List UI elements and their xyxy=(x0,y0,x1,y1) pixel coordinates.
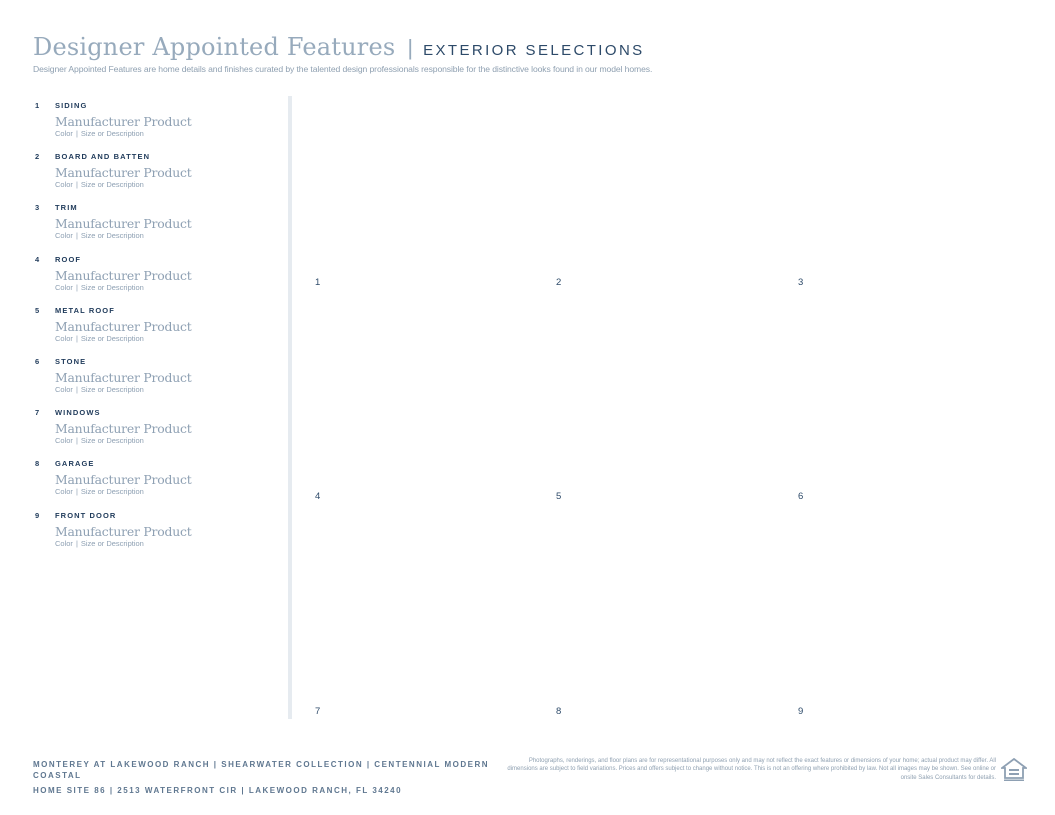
swatch-label-6: 6 xyxy=(798,491,804,502)
feature-number: 5 xyxy=(35,305,40,315)
page-subtitle: EXTERIOR SELECTIONS xyxy=(423,42,645,59)
feature-list xyxy=(35,100,285,561)
feature-name: ROOF xyxy=(55,254,82,264)
feature-color: Color xyxy=(55,282,73,292)
feature-product: Manufacturer Product xyxy=(55,267,192,283)
feature-product: Manufacturer Product xyxy=(55,165,192,181)
disclaimer-text: Photographs, renderings, and floor plans are for representational purposes only and may not reflect the exact features or dimensions of your home; actual product may differ. All dimensions are subject to field variations. Prices and offers subject to change without notice. This is not an offering where prohibited by law. Not all images may be shown. See online or onsite Sales Consultants for details. xyxy=(507,758,996,781)
feature-size: Size or Description xyxy=(80,231,144,241)
feature-name: TRIM xyxy=(55,203,78,213)
meta-separator: | xyxy=(75,384,78,394)
feature-meta xyxy=(55,436,285,445)
feature-size: Size or Description xyxy=(80,538,144,548)
equal-housing-opportunity-icon xyxy=(1001,758,1027,782)
feature-color: Color xyxy=(55,333,73,343)
feature-size: Size or Description xyxy=(80,333,144,343)
feature-meta xyxy=(55,283,285,292)
feature-number: 8 xyxy=(35,459,40,469)
feature-meta xyxy=(55,334,285,343)
feature-number: 6 xyxy=(35,356,40,366)
swatch-label-8: 8 xyxy=(556,706,562,717)
feature-item xyxy=(35,356,285,407)
feature-number: 9 xyxy=(35,510,40,520)
feature-number: 2 xyxy=(35,152,40,162)
feature-name: BOARD AND BATTEN xyxy=(55,152,151,162)
feature-size: Size or Description xyxy=(80,436,144,446)
feature-item xyxy=(35,458,285,509)
feature-item xyxy=(35,305,285,356)
swatch-label-7: 7 xyxy=(315,706,321,717)
footer-address: HOME SITE 86 | 2513 WATERFRONT CIR | LAKEWOOD RANCH, FL 34240 xyxy=(33,786,403,795)
feature-meta xyxy=(55,539,285,548)
meta-separator: | xyxy=(75,180,78,190)
feature-meta xyxy=(55,231,285,240)
meta-separator: | xyxy=(75,487,78,497)
feature-size: Size or Description xyxy=(80,384,144,394)
feature-number: 1 xyxy=(35,101,40,110)
feature-number: 7 xyxy=(35,408,40,418)
feature-product: Manufacturer Product xyxy=(55,114,192,129)
feature-meta xyxy=(55,129,285,138)
feature-name: FRONT DOOR xyxy=(55,510,117,520)
feature-meta xyxy=(55,487,285,496)
title-row xyxy=(33,33,1023,61)
feature-number: 4 xyxy=(35,254,40,264)
feature-size: Size or Description xyxy=(80,129,144,138)
meta-separator: | xyxy=(75,282,78,292)
meta-separator: | xyxy=(75,231,78,241)
feature-product: Manufacturer Product xyxy=(55,472,192,488)
meta-separator: | xyxy=(75,436,78,446)
swatch-label-9: 9 xyxy=(798,706,804,717)
feature-number: 3 xyxy=(35,203,40,213)
feature-name: STONE xyxy=(55,356,87,366)
feature-item xyxy=(35,202,285,253)
feature-color: Color xyxy=(55,129,73,138)
swatch-label-1: 1 xyxy=(315,277,321,288)
footer-community: MONTEREY AT LAKEWOOD RANCH | SHEARWATER COLLECTION | CENTENNIAL MODERN COASTAL xyxy=(33,760,489,780)
feature-product: Manufacturer Product xyxy=(55,318,192,334)
feature-color: Color xyxy=(55,384,73,394)
feature-item xyxy=(35,510,285,561)
feature-item xyxy=(35,100,285,151)
feature-color: Color xyxy=(55,436,73,446)
footer-info xyxy=(33,759,493,796)
swatch-label-2: 2 xyxy=(556,277,562,288)
title-separator: | xyxy=(407,35,414,60)
feature-product: Manufacturer Product xyxy=(55,523,192,539)
feature-name: WINDOWS xyxy=(55,408,101,418)
swatch-label-4: 4 xyxy=(315,491,321,502)
feature-item xyxy=(35,254,285,305)
feature-size: Size or Description xyxy=(80,282,144,292)
feature-item xyxy=(35,151,285,202)
page-header xyxy=(33,33,1023,74)
intro-text: Designer Appointed Features are home details and finishes curated by the talented design professionals responsible for the distinctive looks found in our model homes. xyxy=(33,64,653,74)
feature-color: Color xyxy=(55,180,73,190)
feature-name: METAL ROOF xyxy=(55,305,115,315)
meta-separator: | xyxy=(75,333,78,343)
feature-name: SIDING xyxy=(55,101,88,110)
feature-size: Size or Description xyxy=(80,487,144,497)
feature-product: Manufacturer Product xyxy=(55,421,192,437)
feature-color: Color xyxy=(55,487,73,497)
feature-product: Manufacturer Product xyxy=(55,369,192,385)
feature-item xyxy=(35,407,285,458)
meta-separator: | xyxy=(75,129,78,138)
feature-product: Manufacturer Product xyxy=(55,216,192,232)
feature-meta xyxy=(55,180,285,189)
swatch-label-3: 3 xyxy=(798,277,804,288)
page-title: Designer Appointed Features xyxy=(33,33,396,61)
feature-meta xyxy=(55,385,285,394)
feature-name: GARAGE xyxy=(55,459,95,469)
feature-color: Color xyxy=(55,538,73,548)
feature-size: Size or Description xyxy=(80,180,144,190)
feature-color: Color xyxy=(55,231,73,241)
vertical-divider xyxy=(288,96,292,719)
meta-separator: | xyxy=(75,538,78,548)
swatch-label-5: 5 xyxy=(556,491,562,502)
